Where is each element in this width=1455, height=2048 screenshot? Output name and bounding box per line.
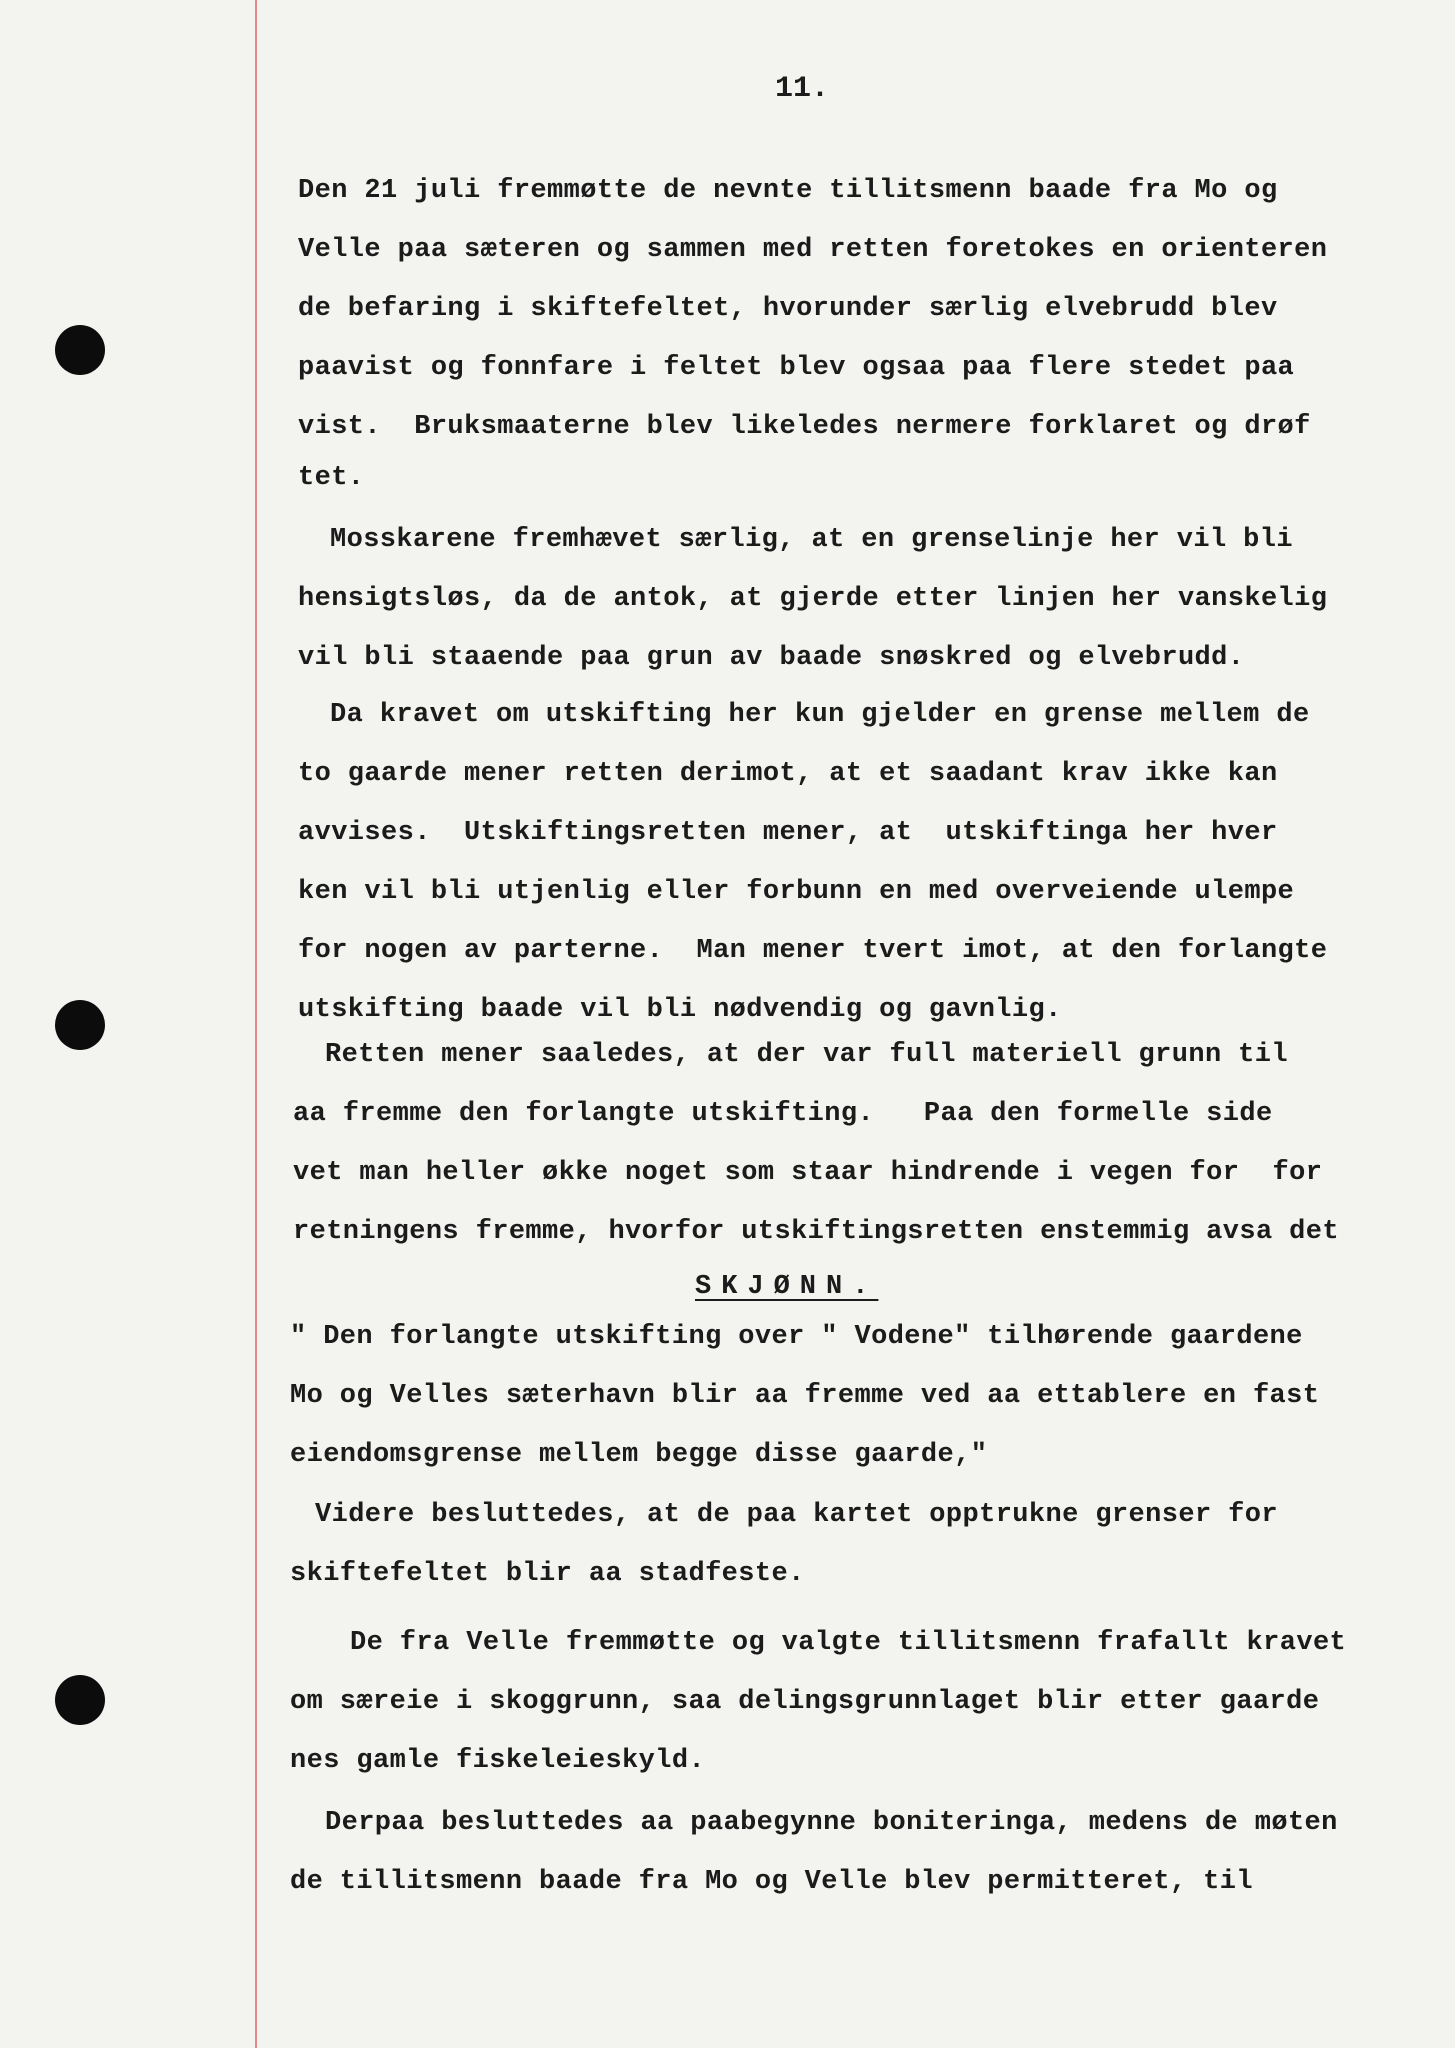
text-line: Mo og Velles sæterhavn blir aa fremme ved aa ettablere en fast — [290, 1381, 1320, 1411]
text-line: Videre besluttedes, at de paa kartet opptrukne grenser for — [315, 1500, 1278, 1530]
page-number: 11. — [775, 72, 830, 106]
red-margin-line — [255, 0, 257, 2048]
punch-hole-icon — [55, 325, 105, 375]
punch-hole-icon — [55, 1675, 105, 1725]
text-line: avvises. Utskiftingsretten mener, at utskiftinga her hver — [298, 818, 1278, 848]
text-line: hensigtsløs, da de antok, at gjerde etter linjen her vanskelig — [298, 584, 1328, 614]
text-line: Da kravet om utskifting her kun gjelder en grense mellem de — [330, 700, 1310, 730]
text-line: aa fremme den forlangte utskifting. Paa den formelle side — [293, 1099, 1273, 1129]
text-line: tet. — [298, 463, 365, 493]
text-line: Derpaa besluttedes aa paabegynne boniteringa, medens de møten — [325, 1808, 1338, 1838]
text-line: skiftefeltet blir aa stadfeste. — [290, 1559, 805, 1589]
section-heading: SKJØNN. — [695, 1272, 879, 1302]
text-line: Retten mener saaledes, at der var full materiell grunn til — [325, 1040, 1288, 1070]
text-line: Den 21 juli fremmøtte de nevnte tillitsmenn baade fra Mo og — [298, 176, 1278, 206]
text-line: ken vil bli utjenlig eller forbunn en med overveiende ulempe — [298, 877, 1295, 907]
text-line: de tillitsmenn baade fra Mo og Velle blev permitteret, til — [290, 1867, 1253, 1897]
text-line: retningens fremme, hvorfor utskiftingsretten enstemmig avsa det — [293, 1217, 1339, 1247]
text-line: vet man heller økke noget som staar hindrende i vegen for for — [293, 1158, 1323, 1188]
text-line: to gaarde mener retten derimot, at et saadant krav ikke kan — [298, 759, 1278, 789]
text-line: paavist og fonnfare i feltet blev ogsaa paa flere stedet paa — [298, 353, 1295, 383]
text-line: Mosskarene fremhævet særlig, at en grenselinje her vil bli — [330, 525, 1293, 555]
text-line: om særeie i skoggrunn, saa delingsgrunnlaget blir etter gaarde — [290, 1687, 1320, 1717]
text-line: eiendomsgrense mellem begge disse gaarde," — [290, 1440, 988, 1470]
text-line: " Den forlangte utskifting over " Vodene" tilhørende gaardene — [290, 1322, 1303, 1352]
text-line: de befaring i skiftefeltet, hvorunder særlig elvebrudd blev — [298, 294, 1278, 324]
text-line: for nogen av parterne. Man mener tvert imot, at den forlangte — [298, 936, 1328, 966]
text-line: Velle paa sæteren og sammen med retten foretokes en orienteren — [298, 235, 1328, 265]
text-line: vil bli staaende paa grun av baade snøskred og elvebrudd. — [298, 643, 1245, 673]
text-line: vist. Bruksmaaterne blev likeledes nermere forklaret og drøf — [298, 412, 1311, 442]
text-line: utskifting baade vil bli nødvendig og gavnlig. — [298, 995, 1062, 1025]
punch-hole-icon — [55, 1000, 105, 1050]
text-line: De fra Velle fremmøtte og valgte tillitsmenn frafallt kravet — [350, 1628, 1347, 1658]
text-line: nes gamle fiskeleieskyld. — [290, 1746, 706, 1776]
